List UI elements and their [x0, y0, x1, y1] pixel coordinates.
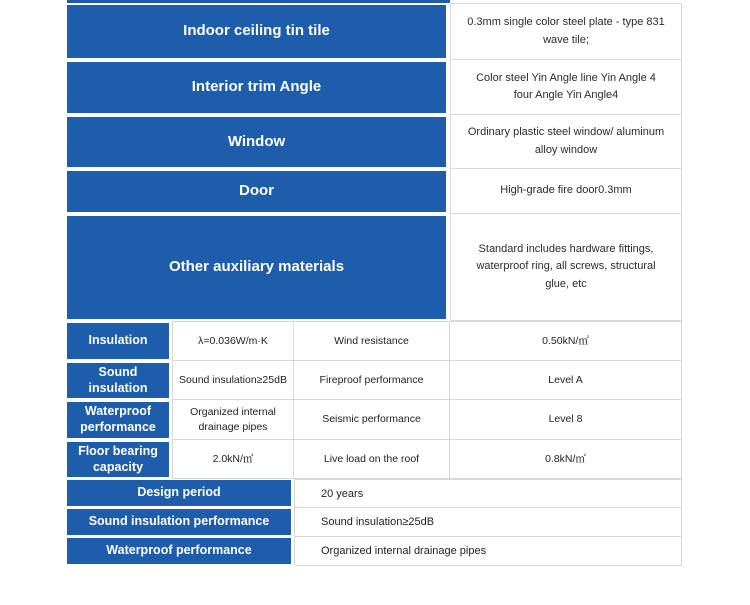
spec-value-cell [450, 169, 682, 214]
spec-value: Standard includes hardware fittings, waterproof ring, all screws, structural glue, etc [476, 243, 656, 290]
performance-row [67, 321, 682, 361]
summary-row [67, 479, 682, 508]
spec-value: High-grade fire door0.3mm [500, 184, 632, 197]
performance-label: Waterproof performance [80, 404, 156, 434]
performance-label2-cell [294, 361, 450, 400]
spec-value: 0.3mm single color steel plate - type 831 wave tile; [467, 16, 665, 46]
performance-label-cell [67, 321, 172, 361]
spec-label: Other auxiliary materials [168, 258, 345, 276]
performance-label-cell [67, 361, 172, 400]
summary-label-cell [67, 479, 294, 508]
performance-label-cell [67, 400, 172, 440]
summary-label-cell [67, 537, 294, 566]
performance-value2-cell [450, 440, 682, 479]
performance-value: 2.0kN/㎡ [212, 452, 254, 465]
performance-row [67, 361, 682, 400]
spec-value-cell [450, 3, 682, 60]
performance-value: Organized internal drainage pipes [190, 405, 276, 433]
performance-label2: Seismic performance [322, 413, 421, 426]
performance-value: λ=0.036W/m·K [198, 334, 268, 347]
performance-value2: Level A [548, 373, 583, 386]
summary-value-cell [294, 537, 682, 566]
performance-row [67, 400, 682, 440]
performance-label2: Fireproof performance [319, 373, 424, 386]
performance-label2: Wind resistance [334, 334, 409, 347]
spec-row [67, 115, 682, 169]
spec-value-cell [450, 115, 682, 169]
summary-row [67, 508, 682, 537]
summary-label-cell [67, 508, 294, 537]
summary-label: Sound insulation performance [88, 514, 270, 529]
summary-label: Waterproof performance [106, 543, 252, 558]
performance-value2-cell [450, 400, 682, 440]
performance-value-cell [172, 400, 294, 440]
performance-value-cell [172, 440, 294, 479]
spec-row [67, 3, 682, 60]
performance-value2: 0.50kN/㎡ [542, 334, 589, 347]
spec-row [67, 214, 682, 321]
performance-label-cell [67, 440, 172, 479]
summary-label: Design period [137, 485, 221, 500]
spec-label: Interior trim Angle [191, 78, 322, 96]
performance-value: Sound insulation≥25dB [179, 373, 287, 386]
spec-label: Door [239, 182, 274, 200]
performance-label2-cell [294, 400, 450, 440]
spec-label-cell [67, 60, 450, 115]
spec-value-cell [450, 214, 682, 321]
spec-label: Window [227, 132, 286, 150]
spec-value: Color steel Yin Angle line Yin Angle 4 four Angle Yin Angle4 [476, 71, 656, 101]
performance-value2-cell [450, 361, 682, 400]
performance-value-cell [172, 361, 294, 400]
performance-label: Sound insulation [88, 364, 148, 395]
summary-row [67, 537, 682, 566]
spec-value: Ordinary plastic steel window/ aluminum alloy window [467, 126, 665, 156]
spec-table [67, 0, 682, 566]
summary-value: Organized internal drainage pipes [321, 545, 487, 557]
summary-value: 20 years [321, 487, 364, 500]
spec-label: Indoor ceiling tin tile [183, 22, 330, 40]
performance-label2: Live load on the roof [323, 452, 420, 465]
performance-row [67, 440, 682, 479]
spec-label-cell [67, 214, 450, 321]
performance-label: Floor bearing capacity [78, 443, 158, 474]
performance-value2: 0.8kN/㎡ [545, 452, 586, 465]
performance-value2-cell [450, 321, 682, 361]
performance-label: Insulation [88, 333, 148, 348]
spec-label-cell [67, 169, 450, 214]
performance-label2-cell [294, 440, 450, 479]
performance-label2-cell [294, 321, 450, 361]
spec-row [67, 169, 682, 214]
spec-label-cell [67, 115, 450, 169]
summary-value-cell [294, 479, 682, 508]
summary-value-cell [294, 508, 682, 537]
summary-value: Sound insulation≥25dB [321, 516, 435, 528]
spec-label-cell [67, 3, 450, 60]
performance-value2: Level 8 [548, 413, 583, 426]
spec-row [67, 60, 682, 115]
spec-value-cell [450, 60, 682, 115]
performance-value-cell [172, 321, 294, 361]
